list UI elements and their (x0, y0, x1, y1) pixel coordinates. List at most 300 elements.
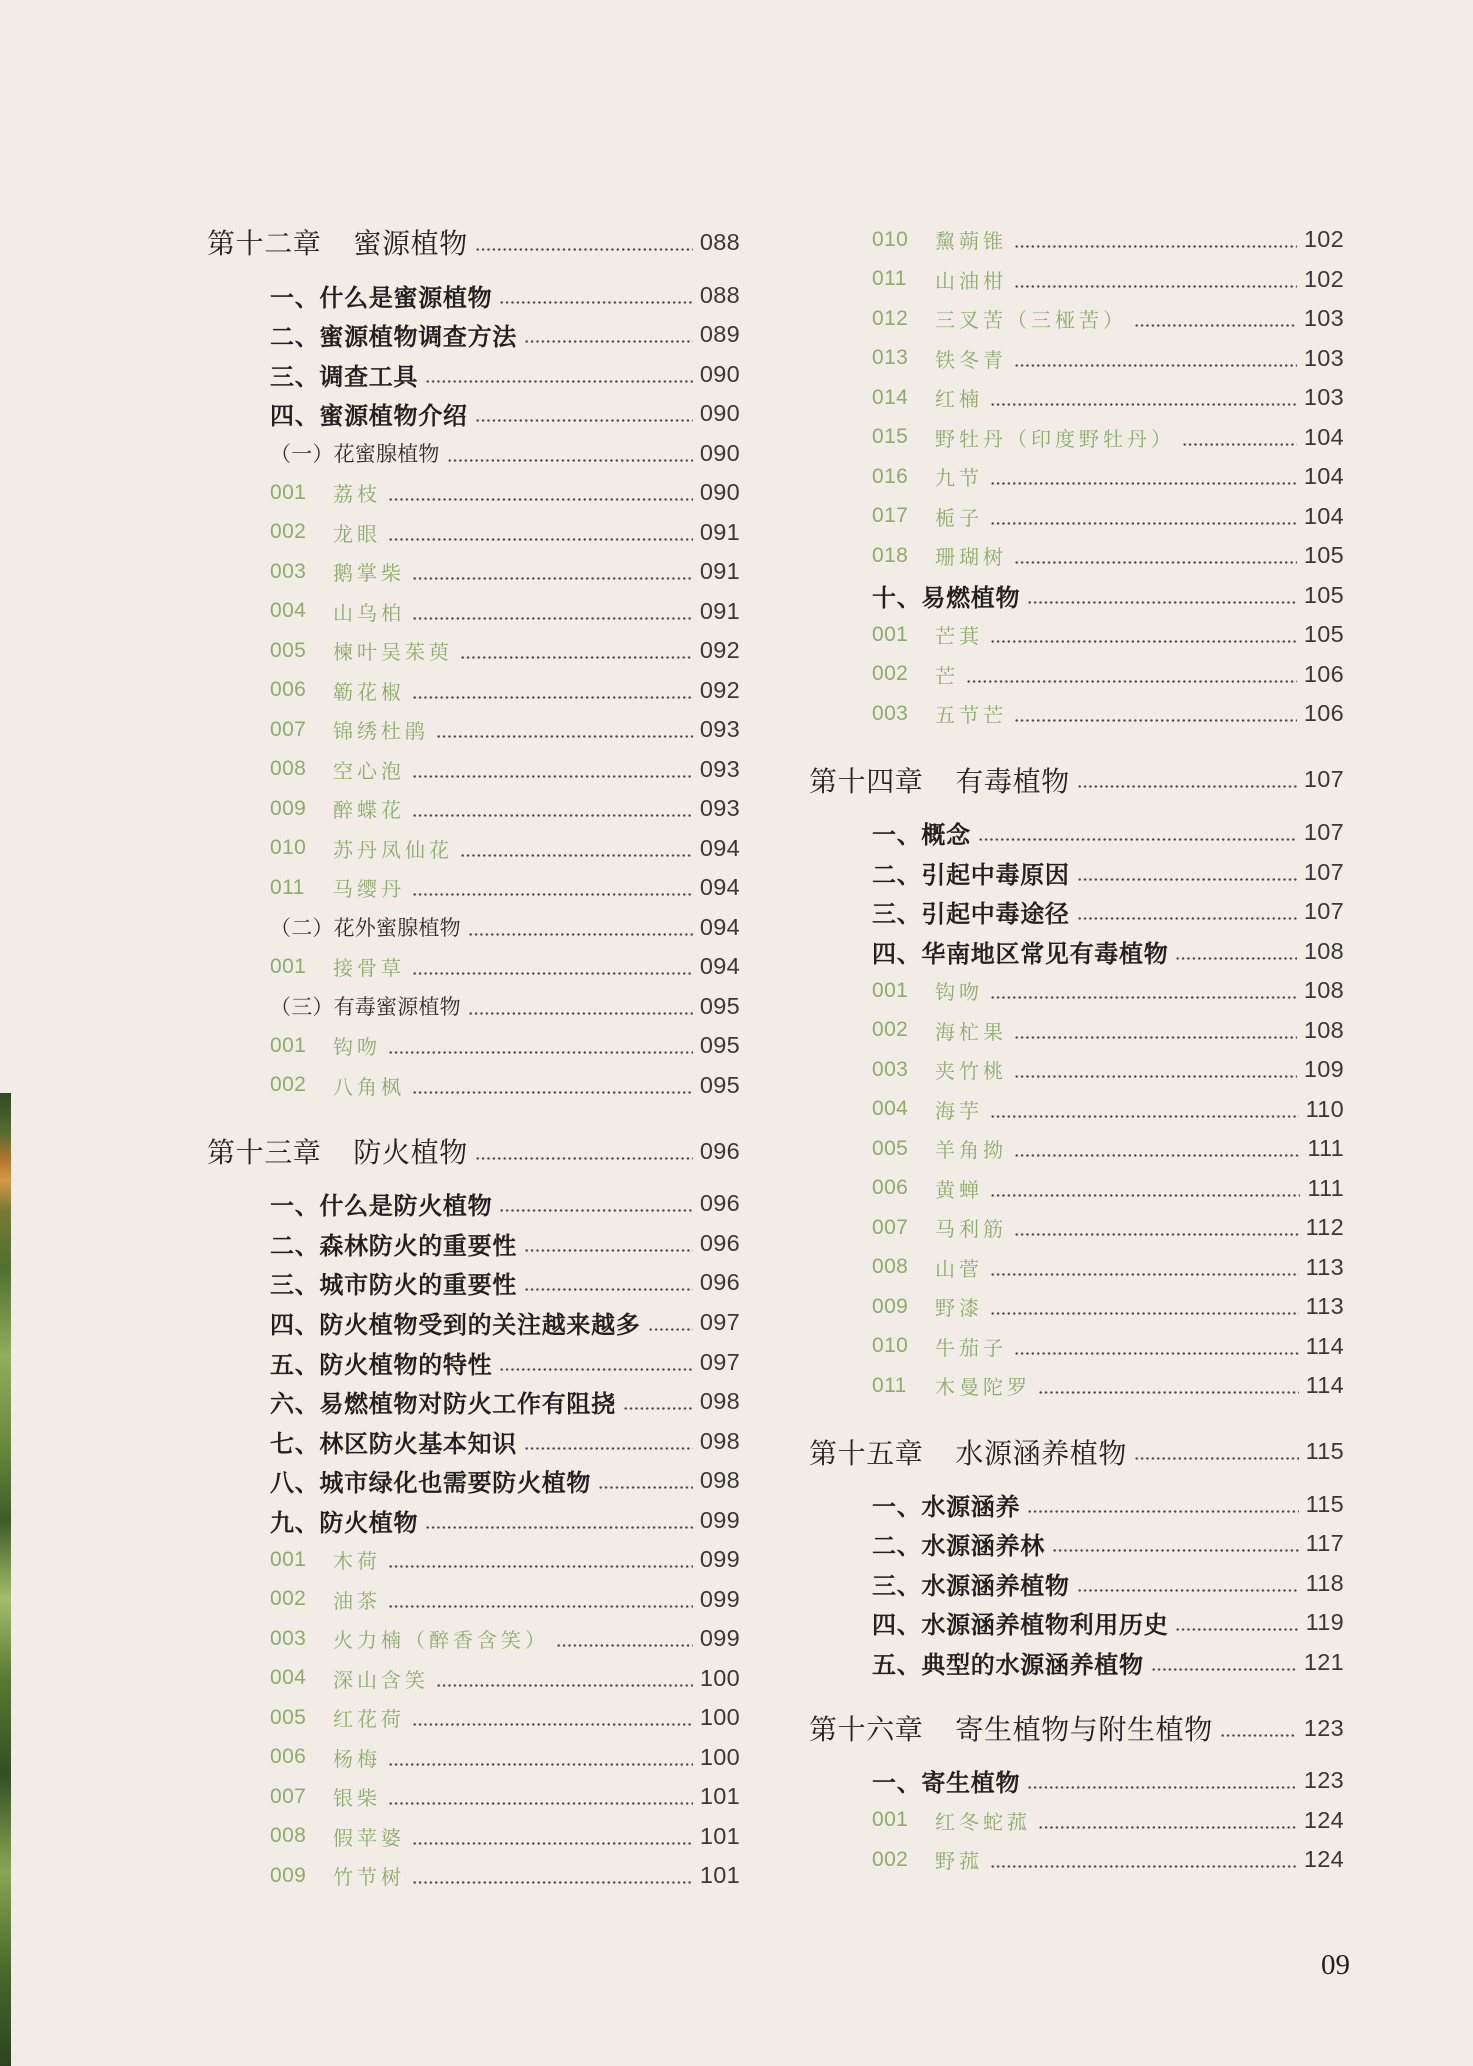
dot-leader (388, 1777, 693, 1817)
toc-section-entry (809, 813, 1344, 853)
plant-name: 海芋 (935, 1098, 983, 1123)
plant-number: 007 (270, 1784, 307, 1808)
toc-plant-entry (809, 1801, 1344, 1841)
section-title: 二、引起中毒原因 (872, 860, 1070, 889)
plant-name: 木荷 (333, 1549, 381, 1574)
page-number: 112 (1305, 1214, 1344, 1241)
toc-group-entry (207, 433, 740, 473)
plant-number: 017 (872, 504, 909, 528)
toc-plant-entry (207, 829, 740, 869)
toc-plant-entry (809, 1840, 1344, 1880)
plant-number: 003 (270, 559, 307, 583)
page-number: 107 (1303, 898, 1344, 925)
toc-plant-entry (809, 339, 1344, 379)
page-number: 088 (699, 281, 740, 308)
toc-left-column (207, 223, 740, 1896)
plant-name: 野菰 (935, 1849, 983, 1874)
section-title: 三、调查工具 (270, 362, 419, 391)
page-number: 114 (1305, 1372, 1344, 1399)
plant-number: 011 (872, 267, 907, 291)
plant-name: 五节芒 (935, 703, 1007, 728)
page-number: 101 (699, 1783, 740, 1810)
dot-leader (1077, 1564, 1299, 1604)
plant-name: 芒 (935, 663, 959, 688)
page-number: 114 (1305, 1332, 1344, 1359)
dot-leader (990, 1089, 1299, 1129)
dot-leader (990, 615, 1297, 655)
page-number: 091 (699, 558, 740, 585)
plant-number: 009 (270, 796, 307, 820)
plant-number: 011 (872, 1373, 907, 1397)
plant-number: 002 (872, 662, 909, 686)
section-title: 一、概念 (872, 820, 971, 849)
plant-number: 016 (872, 464, 909, 488)
plant-number: 005 (270, 638, 307, 662)
dot-leader (1014, 1208, 1299, 1248)
section-title: 四、水源涵养植物利用历史 (872, 1611, 1169, 1640)
dot-leader (598, 1461, 693, 1501)
section-title: 七、林区防火基本知识 (270, 1429, 517, 1458)
dot-leader (1134, 299, 1297, 339)
plant-name: 红楠 (935, 387, 983, 412)
page-number: 099 (699, 1585, 740, 1612)
plant-name: 红花荷 (333, 1707, 405, 1732)
section-title: 二、森林防火的重要性 (270, 1231, 517, 1260)
dot-leader (1014, 260, 1297, 300)
section-title: 三、引起中毒途径 (872, 900, 1070, 929)
section-title: 一、寄生植物 (872, 1769, 1021, 1798)
plant-number: 001 (270, 954, 307, 978)
dot-leader (1077, 760, 1297, 800)
plant-name: 假苹婆 (333, 1825, 405, 1850)
section-title: 五、典型的水源涵养植物 (872, 1650, 1144, 1679)
plant-number: 007 (872, 1215, 909, 1239)
plant-name: 油茶 (333, 1588, 381, 1613)
plant-name: 珊瑚树 (935, 545, 1007, 570)
plant-name: 黄蝉 (935, 1177, 983, 1202)
toc-plant-entry (809, 1287, 1344, 1327)
page-number: 104 (1303, 463, 1344, 490)
page-number: 113 (1305, 1253, 1344, 1280)
toc-plant-entry (809, 457, 1344, 497)
page-number: 102 (1303, 226, 1344, 253)
page-number: 123 (1303, 1767, 1344, 1794)
section-title: 三、城市防火的重要性 (270, 1271, 517, 1300)
toc-plant-entry (207, 750, 740, 790)
toc-section-entry (809, 1564, 1344, 1604)
toc-plant-entry (207, 631, 740, 671)
plant-name: 火力楠（醉香含笑） (333, 1628, 549, 1653)
dot-leader (412, 750, 693, 790)
toc-section-entry (809, 1485, 1344, 1525)
plant-name: 八角枫 (333, 1074, 405, 1099)
toc-section-entry (207, 1421, 740, 1461)
toc-section-entry (207, 1342, 740, 1382)
dot-leader (412, 591, 693, 631)
page-number: 103 (1303, 384, 1344, 411)
plant-name: 红冬蛇菰 (935, 1809, 1031, 1834)
toc-plant-entry (809, 260, 1344, 300)
toc-chapter-entry (207, 1132, 740, 1172)
page-number: 111 (1307, 1174, 1344, 1201)
dot-leader (436, 710, 693, 750)
toc-chapter-entry (809, 1708, 1344, 1748)
toc-plant-entry (207, 1026, 740, 1066)
dot-leader (1014, 1129, 1300, 1169)
dot-leader (966, 655, 1297, 695)
plant-name: 空心泡 (333, 758, 405, 783)
page-number: 110 (1305, 1095, 1344, 1122)
page-number: 095 (699, 1032, 740, 1059)
page-number: 090 (699, 400, 740, 427)
toc-section-entry (809, 1643, 1344, 1683)
plant-number: 008 (270, 757, 307, 781)
toc-chapter-entry (809, 760, 1344, 800)
page-number: 105 (1303, 621, 1344, 648)
dot-leader (524, 1421, 693, 1461)
page-number: 108 (1303, 1016, 1344, 1043)
toc-plant-entry (809, 497, 1344, 537)
plant-number: 002 (872, 1018, 909, 1042)
section-title: 四、华南地区常见有毒植物 (872, 939, 1169, 968)
plant-name: 苏丹凤仙花 (333, 837, 453, 862)
dot-leader (990, 1840, 1297, 1880)
dot-leader (1052, 1524, 1299, 1564)
page-number: 098 (699, 1427, 740, 1454)
page-number: 101 (699, 1822, 740, 1849)
section-title: 五、防火植物的特性 (270, 1350, 493, 1379)
dot-leader (990, 1287, 1299, 1327)
chapter-number: 第十四章 (809, 764, 924, 798)
page-number: 093 (699, 795, 740, 822)
photo-edge-strip (0, 1093, 11, 2066)
toc-plant-entry (207, 1540, 740, 1580)
dot-leader (447, 433, 693, 473)
dot-leader (412, 947, 693, 987)
toc-section-entry (809, 931, 1344, 971)
page-number: 108 (1303, 937, 1344, 964)
toc-section-entry (207, 1184, 740, 1224)
plant-name: 夹竹桃 (935, 1059, 1007, 1084)
page-number: 090 (699, 479, 740, 506)
plant-number: 001 (270, 1547, 307, 1571)
dot-leader (1014, 220, 1297, 260)
toc-plant-entry (207, 1737, 740, 1777)
plant-number: 004 (872, 1097, 909, 1121)
plant-number: 015 (872, 425, 909, 449)
page-number: 098 (699, 1467, 740, 1494)
plant-number: 006 (270, 1745, 307, 1769)
page-number: 119 (1305, 1609, 1344, 1636)
plant-number: 008 (270, 1824, 307, 1848)
dot-leader (1027, 1761, 1297, 1801)
dot-leader (1134, 1432, 1299, 1472)
plant-number: 010 (872, 227, 909, 251)
page-number: 115 (1305, 1438, 1344, 1465)
chapter-title: 水源涵养植物 (955, 1436, 1128, 1470)
toc-plant-entry (809, 1129, 1344, 1169)
page-number: 101 (699, 1862, 740, 1889)
plant-name: 木曼陀罗 (935, 1375, 1031, 1400)
plant-number: 002 (270, 1587, 307, 1611)
section-title: 八、城市绿化也需要防火植物 (270, 1469, 592, 1498)
toc-plant-entry (207, 947, 740, 987)
toc-section-entry (809, 852, 1344, 892)
chapter-number: 第十五章 (809, 1436, 924, 1470)
dot-leader (412, 789, 693, 829)
page-number: 091 (699, 518, 740, 545)
section-title: 一、水源涵养 (872, 1492, 1021, 1521)
page-number: 107 (1303, 858, 1344, 885)
dot-leader (436, 1658, 693, 1698)
plant-number: 005 (270, 1705, 307, 1729)
plant-name: 荔枝 (333, 482, 381, 507)
dot-leader (1182, 418, 1297, 458)
group-title: （一）花蜜腺植物 (270, 442, 440, 467)
toc-plant-entry (207, 789, 740, 829)
page-number: 115 (1305, 1490, 1344, 1517)
dot-leader (524, 1263, 693, 1303)
page-number: 098 (699, 1388, 740, 1415)
page-number: 094 (699, 874, 740, 901)
dot-leader (460, 631, 693, 671)
plant-name: 羊角拗 (935, 1138, 1007, 1163)
plant-name: 三叉苦（三桠苦） (935, 308, 1127, 333)
dot-leader (1027, 1485, 1298, 1525)
page-number: 094 (699, 913, 740, 940)
dot-leader (978, 813, 1297, 853)
dot-leader (990, 497, 1297, 537)
plant-name: 铁冬青 (935, 347, 1007, 372)
page-number: 111 (1307, 1135, 1344, 1162)
page-number: 094 (699, 953, 740, 980)
dot-leader (623, 1382, 693, 1422)
page-number: 106 (1303, 700, 1344, 727)
dot-leader (990, 457, 1297, 497)
toc-section-entry (207, 275, 740, 315)
dot-leader (388, 512, 693, 552)
plant-name: 银柴 (333, 1786, 381, 1811)
page-number: 094 (699, 834, 740, 861)
plant-number: 013 (872, 346, 909, 370)
plant-number: 009 (872, 1294, 909, 1318)
plant-name: 鹅掌柴 (333, 561, 405, 586)
plant-number: 012 (872, 306, 909, 330)
page-number: 095 (699, 992, 740, 1019)
section-title: 六、易燃植物对防火工作有阻挠 (270, 1390, 616, 1419)
section-title: 一、什么是蜜源植物 (270, 283, 493, 312)
dot-leader (388, 1579, 693, 1619)
page-number: 096 (699, 1190, 740, 1217)
dot-leader (648, 1303, 693, 1343)
plant-number: 010 (270, 836, 307, 860)
dot-leader (1038, 1801, 1297, 1841)
toc-plant-entry (207, 552, 740, 592)
toc-plant-entry (207, 512, 740, 552)
section-title: 九、防火植物 (270, 1508, 419, 1537)
plant-number: 002 (872, 1847, 909, 1871)
toc-section-entry (207, 354, 740, 394)
plant-number: 006 (872, 1176, 909, 1200)
dot-leader (1151, 1643, 1297, 1683)
page-number: 106 (1303, 660, 1344, 687)
toc-plant-entry (809, 1366, 1344, 1406)
plant-number: 001 (872, 622, 909, 646)
dot-leader (1175, 1603, 1298, 1643)
toc-plant-entry (809, 536, 1344, 576)
page-number: 117 (1305, 1530, 1344, 1557)
plant-number: 003 (270, 1626, 307, 1650)
toc-plant-entry (809, 971, 1344, 1011)
plant-number: 004 (270, 599, 307, 623)
page-number: 099 (699, 1506, 740, 1533)
page-number: 104 (1303, 502, 1344, 529)
dot-leader (475, 1132, 693, 1172)
toc-plant-entry (809, 1089, 1344, 1129)
toc-section-entry (809, 1761, 1344, 1801)
plant-name: 野牡丹（印度野牡丹） (935, 426, 1175, 451)
group-title: （二）花外蜜腺植物 (270, 916, 461, 941)
section-title: 三、水源涵养植物 (872, 1571, 1070, 1600)
toc-section-entry (809, 892, 1344, 932)
section-title: 四、蜜源植物介绍 (270, 402, 468, 431)
plant-number: 006 (270, 678, 307, 702)
toc-plant-entry (809, 1208, 1344, 1248)
toc-plant-entry (207, 670, 740, 710)
page-number: 121 (1303, 1648, 1344, 1675)
toc-plant-entry (809, 1247, 1344, 1287)
dot-leader (1077, 892, 1297, 932)
dot-leader (499, 1184, 693, 1224)
dot-leader (1014, 536, 1297, 576)
toc-plant-entry (809, 655, 1344, 695)
plant-number: 007 (270, 717, 307, 741)
plant-name: 楝叶吴茱萸 (333, 640, 453, 665)
toc-plant-entry (809, 1168, 1344, 1208)
plant-name: 山乌柏 (333, 600, 405, 625)
plant-name: 醉蝶花 (333, 798, 405, 823)
page-number: 107 (1303, 818, 1344, 845)
plant-name: 海杧果 (935, 1019, 1007, 1044)
toc-plant-entry (809, 1050, 1344, 1090)
dot-leader (388, 473, 693, 513)
page-number: 096 (699, 1269, 740, 1296)
page-number: 091 (699, 597, 740, 624)
dot-leader (475, 394, 693, 434)
dot-leader (1014, 694, 1297, 734)
chapter-title: 防火植物 (353, 1136, 468, 1170)
dot-leader (1014, 1050, 1297, 1090)
dot-leader (468, 908, 693, 948)
page-number: 097 (699, 1348, 740, 1375)
page-number: 123 (1303, 1714, 1344, 1741)
toc-chapter-entry (207, 223, 740, 263)
chapter-title: 蜜源植物 (353, 227, 468, 261)
dot-leader (990, 1168, 1300, 1208)
dot-leader (990, 971, 1297, 1011)
plant-name: 牛茄子 (935, 1335, 1007, 1360)
toc-plant-entry (207, 710, 740, 750)
plant-name: 山油柑 (935, 268, 1007, 293)
toc-plant-entry (809, 615, 1344, 655)
plant-name: 马利筋 (935, 1217, 1007, 1242)
plant-name: 簕花椒 (333, 679, 405, 704)
page-number: 103 (1303, 344, 1344, 371)
dot-leader (1038, 1366, 1299, 1406)
plant-number: 018 (872, 543, 909, 567)
page-number: 100 (699, 1664, 740, 1691)
dot-leader (388, 1026, 693, 1066)
dot-leader (990, 378, 1297, 418)
page-number: 100 (699, 1743, 740, 1770)
page-number: 124 (1303, 1806, 1344, 1833)
toc-plant-entry (207, 1658, 740, 1698)
toc-plant-entry (809, 220, 1344, 260)
page-number: 088 (699, 228, 740, 255)
page-number: 093 (699, 716, 740, 743)
dot-leader (412, 1816, 693, 1856)
page-number: 099 (699, 1546, 740, 1573)
page-number: 100 (699, 1704, 740, 1731)
toc-plant-entry (809, 418, 1344, 458)
toc-plant-entry (207, 1579, 740, 1619)
dot-leader (412, 552, 693, 592)
toc-section-entry (207, 1224, 740, 1264)
toc-section-entry (809, 576, 1344, 616)
plant-number: 001 (872, 1808, 909, 1832)
section-title: 四、防火植物受到的关注越来越多 (270, 1310, 641, 1339)
toc-plant-entry (809, 1326, 1344, 1366)
page-number: 105 (1303, 542, 1344, 569)
dot-leader (412, 1856, 693, 1896)
plant-name: 钩吻 (935, 980, 983, 1005)
plant-number: 009 (270, 1863, 307, 1887)
toc-plant-entry (207, 1816, 740, 1856)
toc-plant-entry (207, 1856, 740, 1896)
dot-leader (412, 1066, 693, 1106)
plant-number: 002 (270, 1073, 307, 1097)
page-number: 095 (699, 1071, 740, 1098)
page-number: 096 (699, 1229, 740, 1256)
dot-leader (990, 1247, 1299, 1287)
toc-plant-entry (207, 1698, 740, 1738)
toc-section-entry (207, 1303, 740, 1343)
toc-section-entry (207, 1500, 740, 1540)
page-number-footer: 09 (1321, 1949, 1350, 1981)
page-number: 113 (1305, 1293, 1344, 1320)
page-number: 092 (699, 676, 740, 703)
toc-section-entry (207, 394, 740, 434)
plant-name: 黧蒴锥 (935, 229, 1007, 254)
page-number: 105 (1303, 581, 1344, 608)
plant-name: 锦绣杜鹃 (333, 719, 429, 744)
section-title: 二、蜜源植物调查方法 (270, 323, 517, 352)
dot-leader (412, 670, 693, 710)
dot-leader (412, 1698, 693, 1738)
plant-name: 马缨丹 (333, 877, 405, 902)
plant-name: 龙眼 (333, 521, 381, 546)
dot-leader (1077, 852, 1297, 892)
plant-name: 竹节树 (333, 1865, 405, 1890)
page-number: 102 (1303, 265, 1344, 292)
toc-plant-entry (207, 1066, 740, 1106)
page-number: 097 (699, 1308, 740, 1335)
dot-leader (1014, 339, 1297, 379)
page-number: 092 (699, 637, 740, 664)
page-number: 103 (1303, 305, 1344, 332)
dot-leader (425, 1500, 693, 1540)
chapter-number: 第十六章 (809, 1713, 924, 1747)
